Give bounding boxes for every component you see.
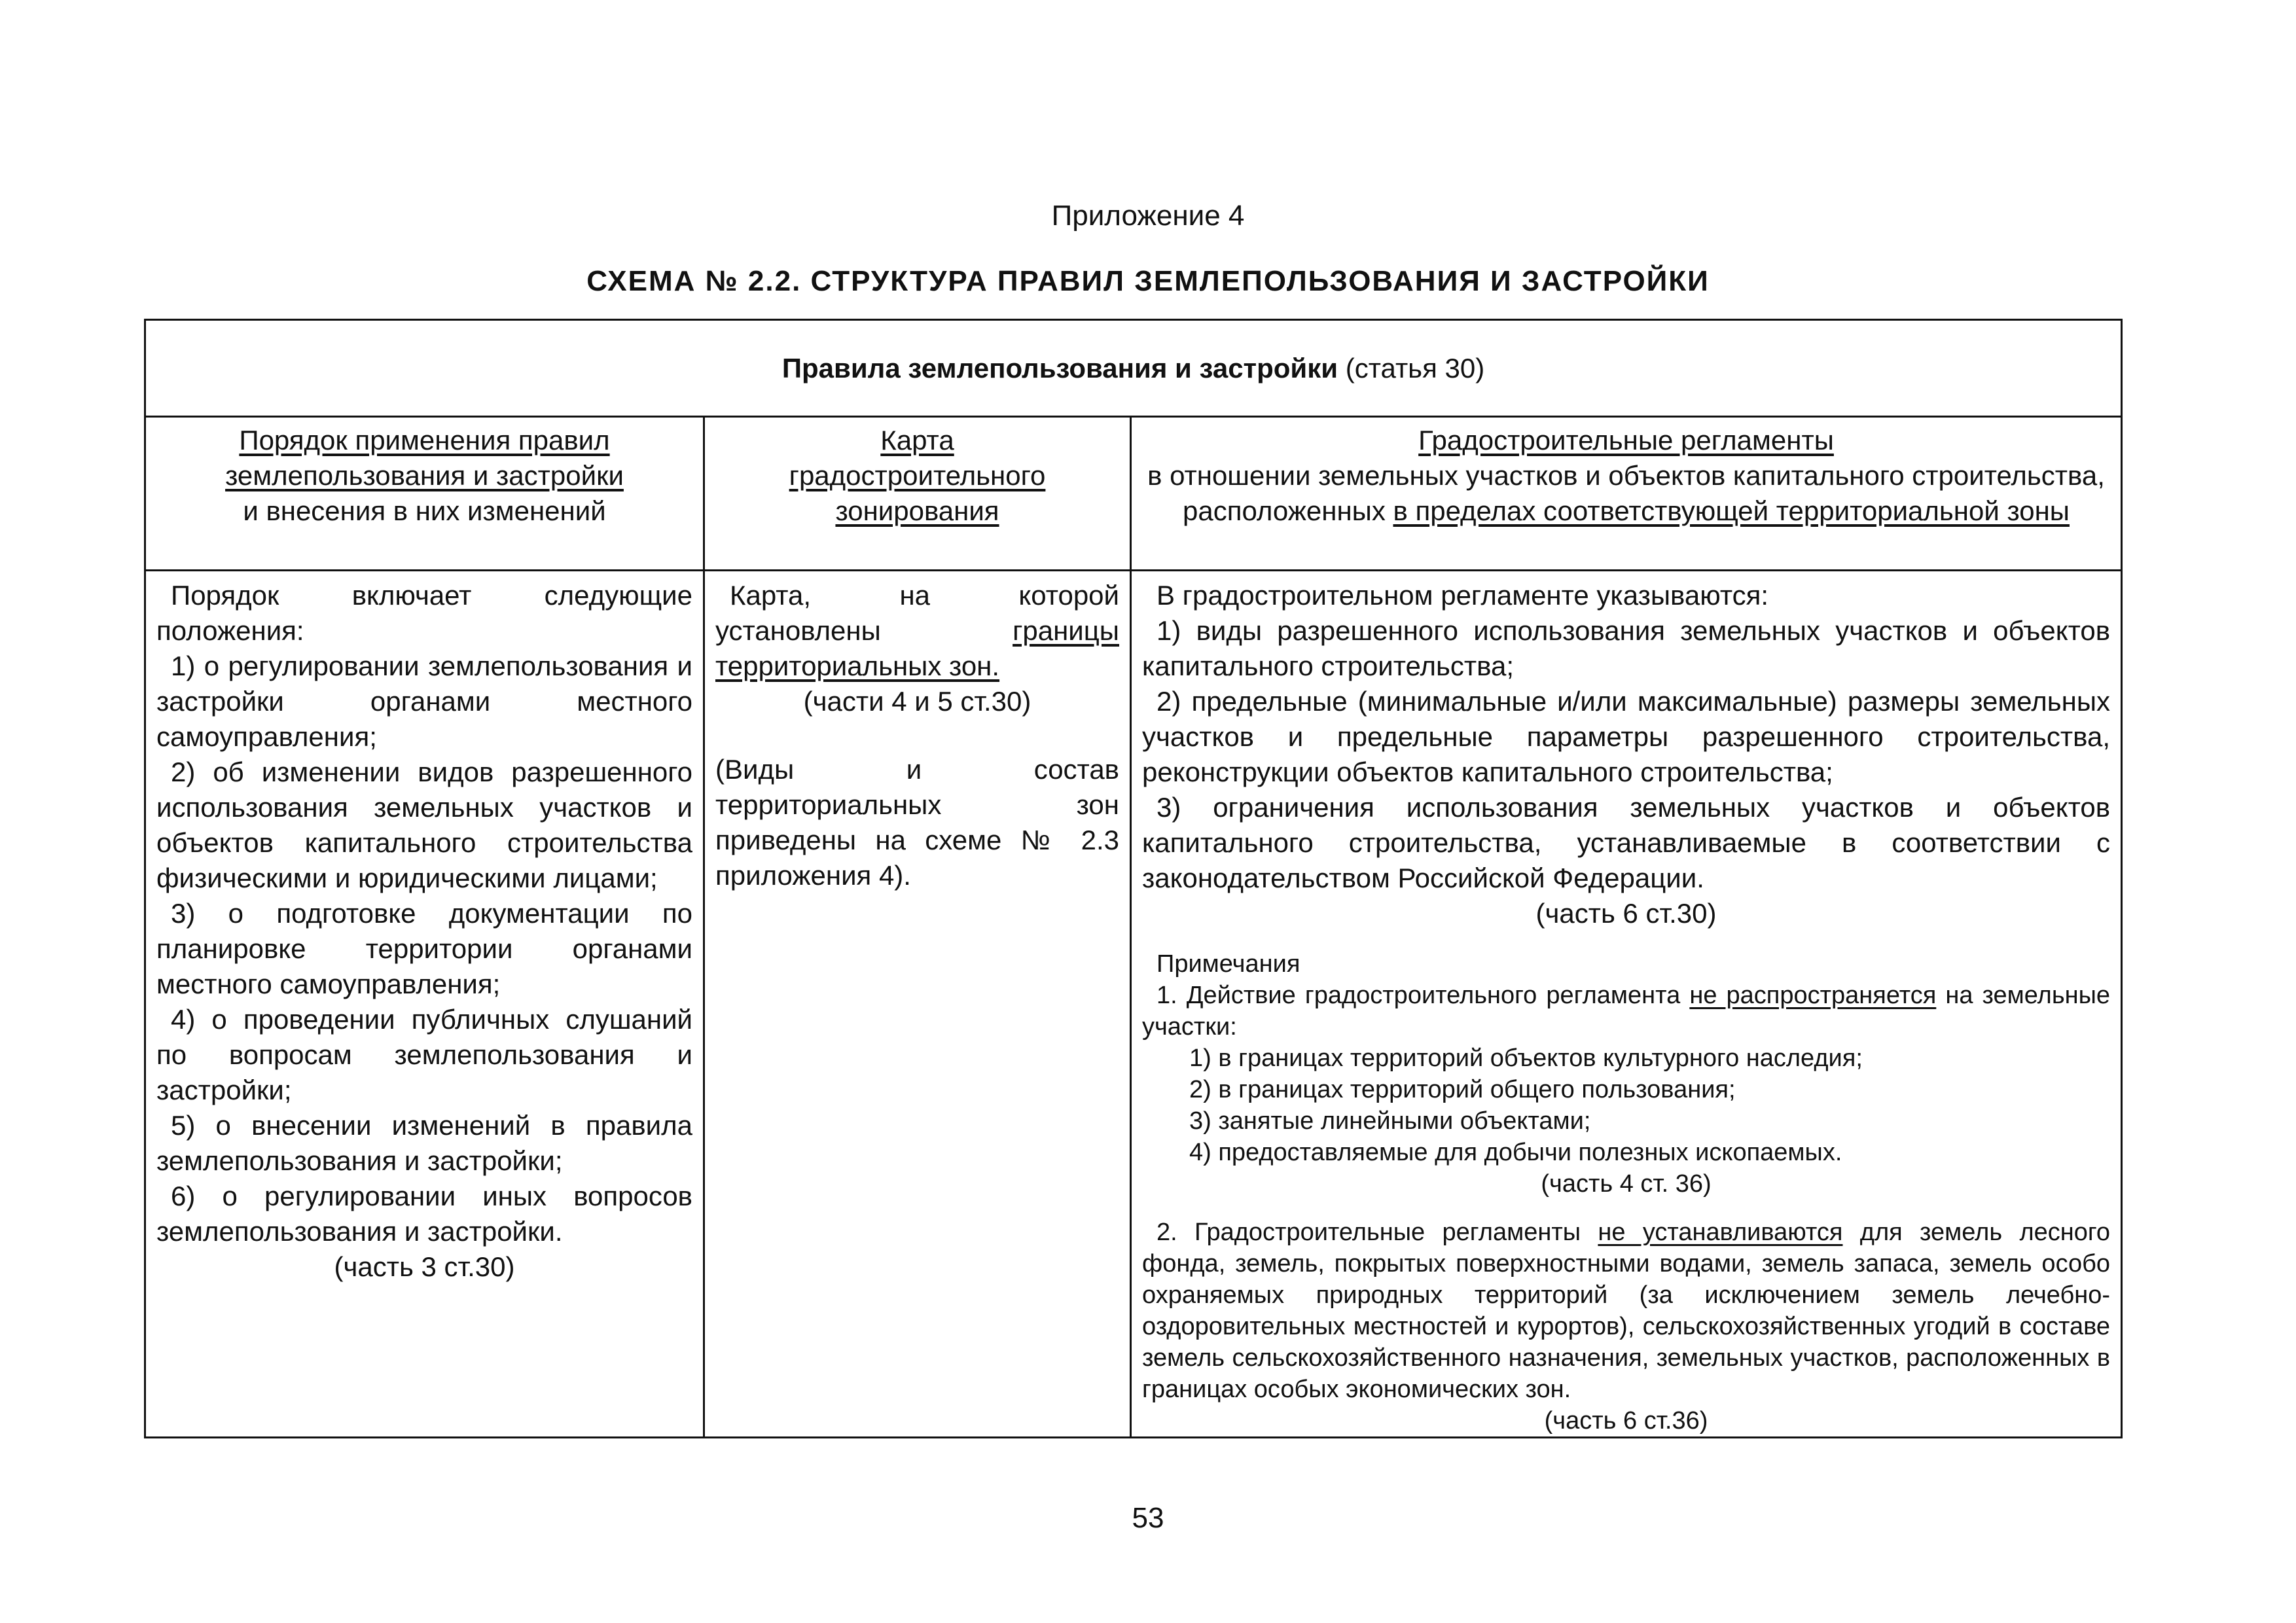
procedure-item-5: 5) о внесении изменений в правила землепользования и застройки; xyxy=(156,1110,692,1176)
procedure-content xyxy=(145,571,704,1438)
map-head-line1: Карта xyxy=(880,425,954,455)
rules-article-ref: (статья 30) xyxy=(1338,352,1485,383)
procedure-item-1: 1) о регулировании землепользования и застройки органами местного самоуправления; xyxy=(156,651,692,752)
procedure-item-4: 4) о проведении публичных слушаний по вопросам землепользования и застройки; xyxy=(156,1004,692,1105)
note-2 xyxy=(1142,1217,2110,1405)
procedure-head-line2: землепользования и застройки xyxy=(225,460,624,491)
note-1-text-a: 1. Действие градостроительного регламента xyxy=(1157,982,1690,1009)
column-head-procedure xyxy=(145,417,704,571)
regulations-head-line1: Градостроительные регламенты xyxy=(1418,425,1834,455)
map-head-line3: зонирования xyxy=(835,495,999,526)
note-1-item-2: 2) в границах территорий общего пользования; xyxy=(1189,1076,1736,1103)
appendix-label: Приложение 4 xyxy=(1051,200,1245,232)
map-description xyxy=(715,578,1119,684)
procedure-head-line3: и внесения в них изменений xyxy=(243,495,606,526)
page-number: 53 xyxy=(1132,1502,1164,1534)
regulations-item-1: 1) виды разрешенного использования земельных участков и объектов капитального строительства; xyxy=(1142,615,2111,681)
rules-header-cell xyxy=(145,320,2122,417)
rules-title: Правила землепользования и застройки xyxy=(781,352,1338,383)
regulations-content xyxy=(1131,571,2122,1438)
column-head-zoning-map xyxy=(704,417,1131,571)
map-head-line2: градостроительного xyxy=(789,460,1046,491)
map-description-text: Карта, на которой установлены xyxy=(715,580,1119,646)
procedure-intro: Порядок включает следующие положения: xyxy=(156,580,692,646)
note-2-text-b: для земель лесного фонда, земель, покрытых поверхностными водами, земель запаса, земель особо охраняемых природных территорий (за исключением земель лечебно-оздоровительных местностей и курортов), сельскохозяйственных угодий в составе земель сельскохозяйственного назначения, земельных участков, расположенных в границах особых экономических зон. xyxy=(1142,1219,2111,1403)
procedure-item-6: 6) о регулировании иных вопросов землепользования и застройки. xyxy=(156,1181,692,1247)
procedure-item-2: 2) об изменении видов разрешенного использования земельных участков и объектов капитального строительства физическими и юридическими лицами; xyxy=(156,757,692,893)
note-1-ref: (часть 4 ст. 36) xyxy=(1541,1170,1712,1198)
notes-block xyxy=(1142,948,2110,1436)
regulations-intro: В градостроительном регламенте указываются: xyxy=(1157,580,1768,611)
scheme-title: СХЕМА № 2.2. СТРУКТУРА ПРАВИЛ ЗЕМЛЕПОЛЬЗОВАНИЯ И ЗАСТРОЙКИ xyxy=(586,265,1710,297)
procedure-ref: (часть 3 ст.30) xyxy=(334,1251,515,1282)
map-note: (Виды и состав территориальных зон приведены на схеме № 2.3 приложения 4). xyxy=(715,754,1119,891)
regulations-head-underlined: в пределах соответствующей территориальной зоны xyxy=(1393,495,2070,526)
note-1-item-1: 1) в границах территорий объектов культурного наследия; xyxy=(1189,1044,1863,1072)
regulations-item-3: 3) ограничения использования земельных участков и объектов капитального строительства, устанавливаемые в соответствии с законодательством Российской Федерации. xyxy=(1142,792,2111,893)
procedure-item-3: 3) о подготовке документации по планировке территории органами местного самоуправления; xyxy=(156,898,692,999)
note-2-underlined: не устанавливаются xyxy=(1598,1219,1843,1246)
note-1-item-4: 4) предоставляемые для добычи полезных ископаемых. xyxy=(1189,1139,1842,1166)
map-zone-borders: границы территориальных зон. xyxy=(715,615,1119,681)
note-1 xyxy=(1142,980,2110,1043)
map-ref: (части 4 и 5 ст.30) xyxy=(803,686,1031,717)
zoning-map-content xyxy=(704,571,1131,1438)
note-2-text-a: 2. Градостроительные регламенты xyxy=(1157,1219,1598,1246)
regulations-item-2: 2) предельные (минимальные и/или максимальные) размеры земельных участков и предельные параметры разрешенного строительства, реконструкции объектов капитального строительства; xyxy=(1142,686,2111,787)
note-1-underlined: не распространяется xyxy=(1689,982,1937,1009)
regulations-head-line2 xyxy=(1142,458,2110,529)
note-2-ref: (часть 6 ст.36) xyxy=(1544,1407,1708,1435)
regulations-head-text: в отношении земельных участков и объектов капитального строительства, расположенных xyxy=(1147,460,2105,526)
regulations-ref: (часть 6 ст.30) xyxy=(1535,898,1717,929)
note-1-text-b: на земельные участки: xyxy=(1142,982,2111,1041)
note-1-item-3: 3) занятые линейными объектами; xyxy=(1189,1107,1591,1135)
structure-table xyxy=(144,319,2123,1438)
notes-title: Примечания xyxy=(1157,950,1300,978)
procedure-head-line1: Порядок применения правил xyxy=(239,425,610,455)
column-head-regulations xyxy=(1131,417,2122,571)
